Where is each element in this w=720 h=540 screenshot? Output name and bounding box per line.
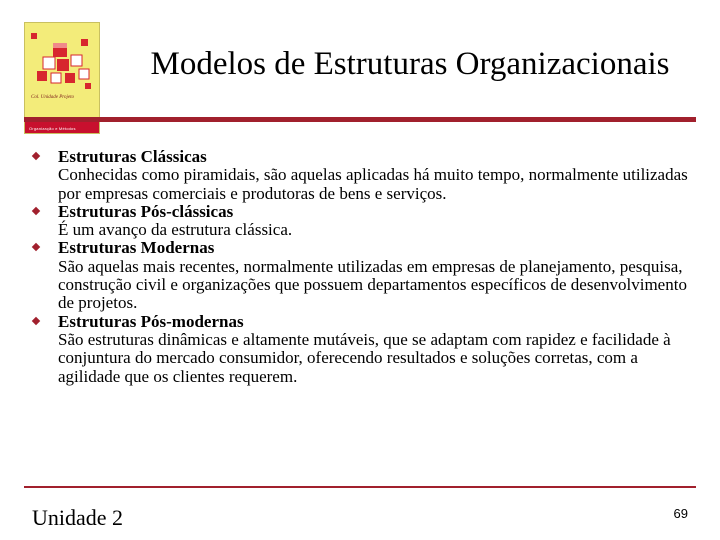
- page-number: 69: [673, 506, 688, 521]
- item-description: Conhecidas como piramidais, são aquelas aplicadas há muito tempo, normalmente utilizadas por empresas comerciais e produtoras de bens e serviços.: [58, 165, 688, 203]
- diamond-bullet-icon: [32, 152, 40, 160]
- cube-graphic: [31, 33, 91, 89]
- book-series-text: Col. Unidade Projeto: [31, 95, 75, 100]
- item-heading: Estruturas Pós-clássicas: [58, 201, 234, 221]
- slide-title: Modelos de Estruturas Organizacionais: [150, 46, 670, 82]
- item-heading: Estruturas Pós-modernas: [58, 311, 244, 331]
- list-item: [32, 239, 692, 312]
- diamond-bullet-icon: [32, 243, 40, 251]
- diamond-bullet-icon: [32, 316, 40, 324]
- book-band-text: Organização e Métodos: [29, 126, 76, 131]
- diamond-bullet-icon: [32, 207, 40, 215]
- bullet-list: [32, 148, 692, 386]
- item-heading: Estruturas Clássicas: [58, 147, 207, 166]
- footer-divider: [24, 486, 696, 488]
- unit-label: Unidade 2: [32, 505, 124, 530]
- item-description: São estruturas dinâmicas e altamente mutáveis, que se adaptam com rapidez e facilidade à conjuntura do mercado consumidor, oferecendo resultados e soluções corretas, com a agilidade que os clientes requerem.: [58, 329, 671, 386]
- list-item: [32, 203, 692, 240]
- item-description: É um avanço da estrutura clássica.: [58, 220, 293, 240]
- item-heading: Estruturas Modernas: [58, 238, 215, 258]
- title-divider: [24, 117, 696, 122]
- list-item: [32, 148, 692, 203]
- list-item: [32, 313, 692, 386]
- item-description: São aquelas mais recentes, normalmente utilizadas em empresas de planejamento, pesquisa, construção civil e organizações que possuem departamentos específicos de desenvolvimento de projetos.: [58, 256, 687, 313]
